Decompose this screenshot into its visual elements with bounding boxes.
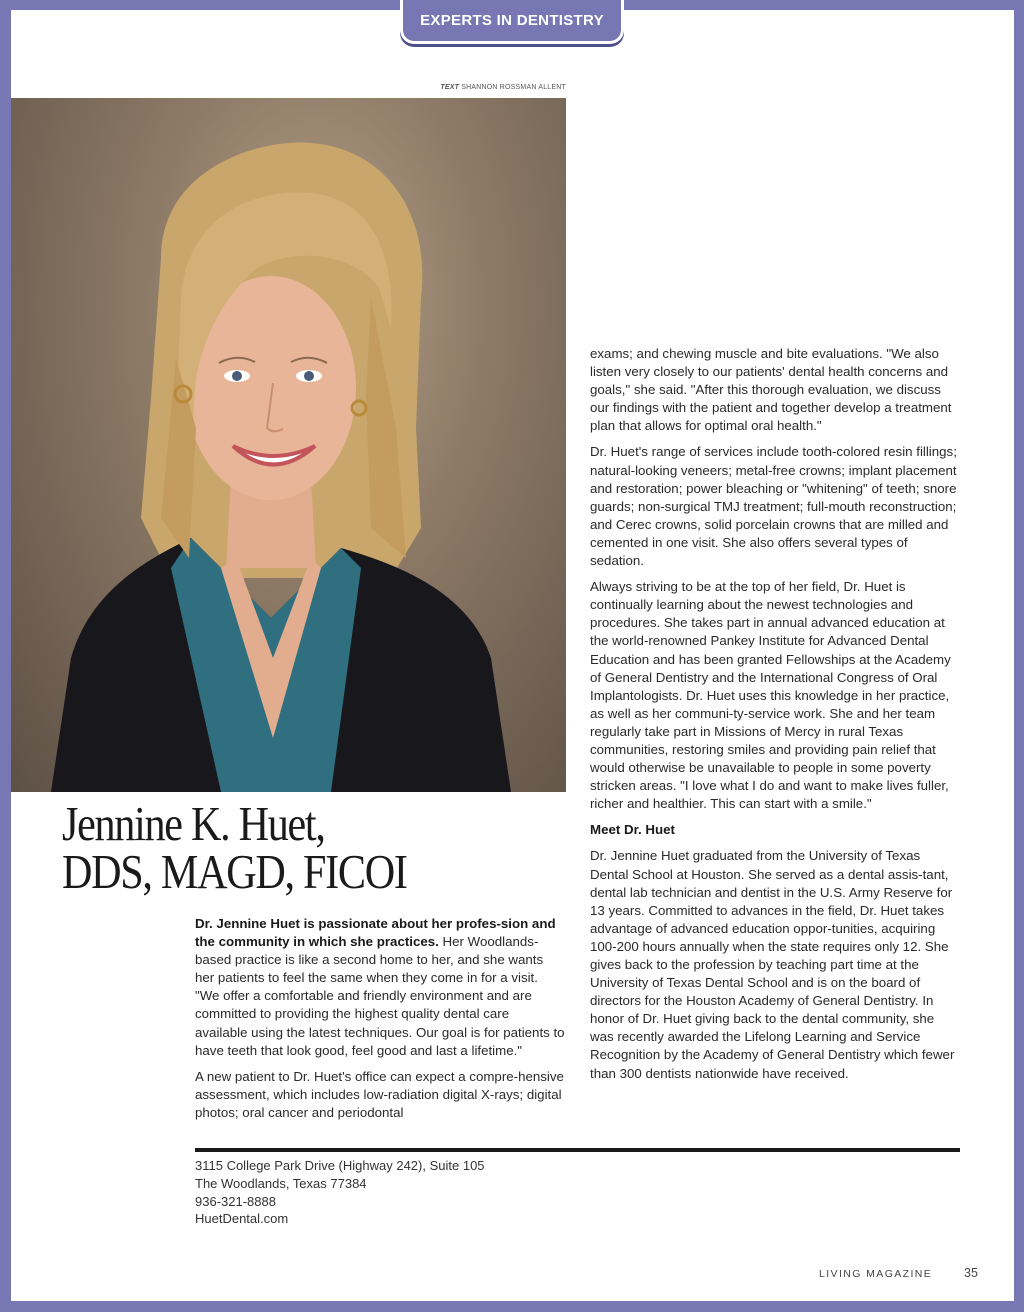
address-line-1: 3115 College Park Drive (Highway 242), Suite 105: [195, 1158, 485, 1173]
lead-bold-text: Dr. Jennine Huet is passionate about her profes-sion and the community in which she practices.: [195, 916, 556, 950]
paragraph-assessment: A new patient to Dr. Huet's office can expect a compre-hensive assessment, which includes low-radiation digital X-rays; digital photos; oral cancer and periodontal: [195, 1068, 564, 1120]
paragraph-bio: Dr. Jennine Huet graduated from the University of Texas Dental School at Houston. She served as a dental assis-tant, dental lab technician and dentist in the U.S. Army Reserve for 13 years. Committed to advances in the field, Dr. Huet takes advantage of advanced education oppor-tunities, acquiring 100-200 hours annually when the state requires only 12. She gives back to the profession by teaching part time at the University of Texas Dental School and is on the board of directors for the Houston Academy of General Dentistry. In honor of Dr. Huet giving back to the dental community, she was recently awarded the Lifelong Learning and Service Recognition by the Academy of General Dentistry which fewer than 300 dentists nationwide have received.: [590, 848, 955, 1081]
footer-magazine-name: LIVING MAGAZINE: [819, 1268, 933, 1280]
phone-number: 936-321-8888: [195, 1193, 276, 1209]
credit-name: SHANNON ROSSMAN ALLENT: [461, 84, 566, 91]
lead-body-text: Her Woodlands-based practice is like a second home to her, and she wants her patients to feel the same when they come in for a visit. "We offer a comfortable and friendly environment and are committed to providing the highest quality dental care available using the latest techniques. Our goal is for patients to have teeth that look good, feel good and last a lifetime.": [195, 934, 565, 1058]
article-headline: [62, 796, 407, 899]
paragraph-services: Dr. Huet's range of services include tooth-colored resin fillings; natural-looking veneers; metal-free crowns; implant placement and restoration; power bleaching or "whitening" of teeth; snore guards; non-surgical TMJ treatment; full-mouth reconstruction; and Cerec crowns, solid porcelain crowns that are milled and cemented in one visit. She also offers several types of sedation.: [590, 444, 957, 569]
headline-name: Jennine K. Huet,: [62, 796, 325, 851]
article-column-left: [195, 915, 565, 1130]
section-tab: EXPERTS IN DENTISTRY: [400, 0, 624, 44]
footer-page-number: 35: [964, 1266, 978, 1280]
divider-rule: [195, 1148, 960, 1152]
credit-label: TEXT: [440, 84, 460, 91]
portrait-illustration: [11, 98, 566, 792]
address-line-2: The Woodlands, Texas 77384: [195, 1175, 367, 1191]
paragraph-education: Always striving to be at the top of her field, Dr. Huet is continually learning about the newest technologies and procedures. She takes part in annual advanced education at the world-renowned Pankey Institute for Advanced Dental Education and has been granted Fellowships at the Academy of General Dentistry and the International Congress of Oral Implantologists. Dr. Huet uses this knowledge in her practice, as well as her communi-ty-service work. She and her team regularly take part in Missions of Mercy in rural Texas communities, restoring smiles and providing pain relief that would otherwise be unavailable to people in some poverty stricken areas. "I love what I do and want to make lives fuller, richer and healthier. This can start with a smile.": [590, 579, 951, 812]
section-subhead: Meet Dr. Huet: [590, 822, 675, 838]
author-credit: [440, 84, 566, 91]
paragraph-exams: exams; and chewing muscle and bite evaluations. "We also listen very closely to our patients' dental health concerns and goals," she said. "After this thorough evaluation, we discuss our findings with the patient and together develop a treatment plan that allows for optimal oral health.": [590, 346, 952, 434]
portrait-photo: [11, 98, 566, 792]
website-link[interactable]: HuetDental.com: [195, 1211, 289, 1227]
article-column-right: [590, 345, 960, 1091]
lead-paragraph: [195, 915, 565, 1060]
headline-credentials: DDS, MAGD, FICOI: [62, 844, 407, 899]
contact-block: [195, 1157, 485, 1228]
